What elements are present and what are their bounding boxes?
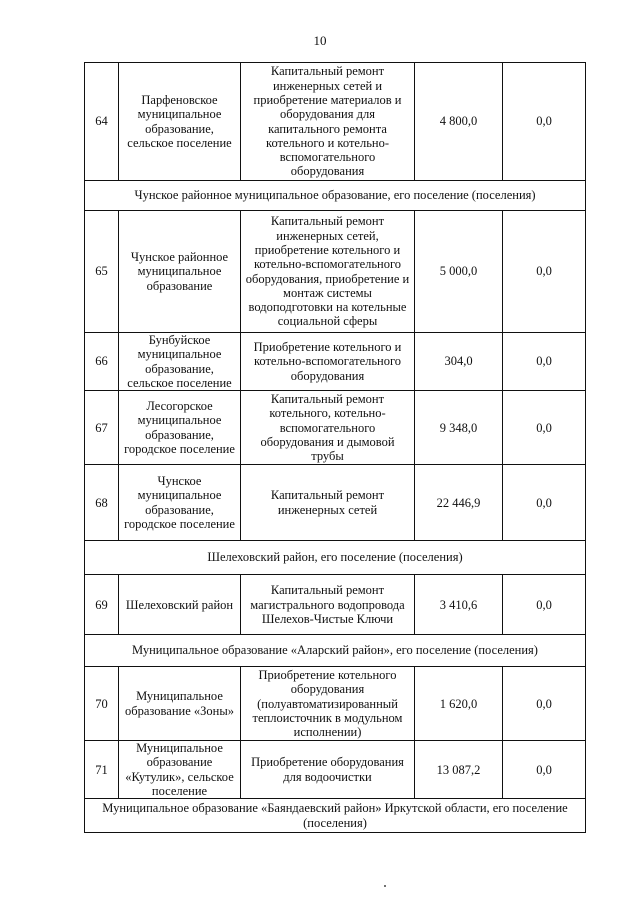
- table-row: [85, 63, 586, 181]
- work-description-cell: Капитальный ремонт магистрального водопровода Шелехов-Чистые Ключи: [241, 575, 415, 635]
- second-amount-cell: 0,0: [503, 741, 586, 799]
- amount-cell: 13 087,2: [415, 741, 503, 799]
- municipality-cell: Муниципальное образование «Кутулик», сельское поселение: [119, 741, 241, 799]
- municipality-cell: Муниципальное образование «Зоны»: [119, 667, 241, 741]
- row-number: 70: [85, 667, 119, 741]
- table-row: [85, 465, 586, 541]
- amount-cell: 1 620,0: [415, 667, 503, 741]
- amount-cell: 4 800,0: [415, 63, 503, 181]
- municipality-cell: Бунбуйское муниципальное образование, сельское поселение: [119, 333, 241, 391]
- table-row: [85, 211, 586, 333]
- amount-cell: 22 446,9: [415, 465, 503, 541]
- section-title: Чунское районное муниципальное образование, его поселение (поселения): [85, 181, 586, 211]
- table-row: [85, 575, 586, 635]
- second-amount-cell: 0,0: [503, 333, 586, 391]
- row-number: 64: [85, 63, 119, 181]
- row-number: 66: [85, 333, 119, 391]
- work-description-cell: Капитальный ремонт инженерных сетей и приобретение материалов и оборудования для капитального ремонта котельного и котельно-вспомогательного оборудования: [241, 63, 415, 181]
- work-description-cell: Приобретение оборудования для водоочистки: [241, 741, 415, 799]
- second-amount-cell: 0,0: [503, 465, 586, 541]
- work-description-cell: Приобретение котельного оборудования (полуавтоматизированный теплоисточник в модульном исполнении): [241, 667, 415, 741]
- section-row: [85, 635, 586, 667]
- page-number: 10: [313, 33, 327, 48]
- municipality-cell: Чунское районное муниципальное образование: [119, 211, 241, 333]
- section-row: [85, 541, 586, 575]
- amount-cell: 304,0: [415, 333, 503, 391]
- scan-speck: [384, 885, 386, 887]
- amount-cell: 5 000,0: [415, 211, 503, 333]
- table-row: [85, 667, 586, 741]
- second-amount-cell: 0,0: [503, 63, 586, 181]
- municipality-cell: Парфеновское муниципальное образование, сельское поселение: [119, 63, 241, 181]
- section-title: Муниципальное образование «Баяндаевский район» Иркутской области, его поселение (поселения): [85, 799, 586, 833]
- section-title: Муниципальное образование «Аларский район», его поселение (поселения): [85, 635, 586, 667]
- amount-cell: 9 348,0: [415, 391, 503, 465]
- second-amount-cell: 0,0: [503, 211, 586, 333]
- section-title: Шелеховский район, его поселение (поселения): [85, 541, 586, 575]
- table-row: [85, 741, 586, 799]
- second-amount-cell: 0,0: [503, 667, 586, 741]
- municipality-cell: Чунское муниципальное образование, городское поселение: [119, 465, 241, 541]
- section-row: [85, 181, 586, 211]
- row-number: 67: [85, 391, 119, 465]
- work-description-cell: Капитальный ремонт котельного, котельно-вспомогательного оборудования и дымовой трубы: [241, 391, 415, 465]
- work-description-cell: Капитальный ремонт инженерных сетей, приобретение котельного и котельно-вспомогательного оборудования, приобретение и монтаж системы водоподготовки на котельные социальной сферы: [241, 211, 415, 333]
- second-amount-cell: 0,0: [503, 575, 586, 635]
- municipality-cell: Лесогорское муниципальное образование, городское поселение: [119, 391, 241, 465]
- amount-cell: 3 410,6: [415, 575, 503, 635]
- row-number: 68: [85, 465, 119, 541]
- row-number: 71: [85, 741, 119, 799]
- row-number: 69: [85, 575, 119, 635]
- row-number: 65: [85, 211, 119, 333]
- section-row: [85, 799, 586, 833]
- work-description-cell: Приобретение котельного и котельно-вспомогательного оборудования: [241, 333, 415, 391]
- table-row: [85, 333, 586, 391]
- table-row: [85, 391, 586, 465]
- work-description-cell: Капитальный ремонт инженерных сетей: [241, 465, 415, 541]
- funding-table: [84, 62, 586, 833]
- municipality-cell: Шелеховский район: [119, 575, 241, 635]
- second-amount-cell: 0,0: [503, 391, 586, 465]
